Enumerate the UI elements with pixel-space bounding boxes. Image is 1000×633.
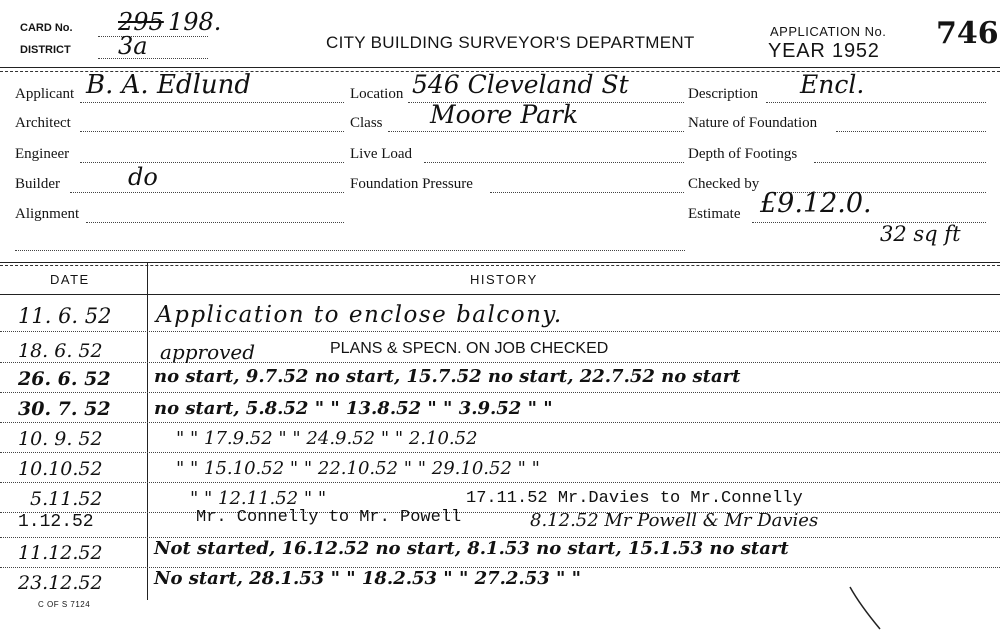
nature-of-foundation-label: Nature of Foundation <box>688 115 818 131</box>
row-date: 11.12.52 <box>18 542 103 564</box>
location-value: 546 Cleveland St <box>412 70 629 99</box>
applicant-value: B. A. Edlund <box>86 70 252 100</box>
row-divider <box>0 512 1000 513</box>
description-line <box>766 102 986 103</box>
engineer-line <box>80 162 344 163</box>
row-history: No start, 28.1.53 " " 18.2.53 " " 27.2.53 " " <box>154 568 582 589</box>
card-no-line <box>98 36 208 37</box>
row-divider <box>0 392 1000 393</box>
row-date: 26. 6. 52 <box>18 368 111 390</box>
live-load-label: Live Load <box>350 146 413 162</box>
header-divider-top <box>0 67 1000 68</box>
alignment-line <box>86 222 344 223</box>
architect-line <box>80 131 344 132</box>
description-label: Description <box>688 86 758 102</box>
row-date: 11. 6. 52 <box>18 304 112 328</box>
row-divider <box>0 422 1000 423</box>
card-no-label: CARD No. <box>20 22 73 34</box>
row-date: 23.12.52 <box>18 572 103 594</box>
engineer-label: Engineer <box>15 146 70 162</box>
builder-value: do <box>128 163 158 191</box>
depth-of-footings-label: Depth of Footings <box>688 146 798 162</box>
date-column-header: DATE <box>50 272 90 287</box>
area-note: 32 sq ft <box>880 222 961 246</box>
applicant-label: Applicant <box>15 86 75 102</box>
district-label: DISTRICT <box>20 44 71 56</box>
nature-of-foundation-line <box>836 131 986 132</box>
card-no-value: 198. <box>168 8 222 36</box>
pen-stroke-mark <box>840 585 900 633</box>
district-value: 3a <box>118 32 148 60</box>
architect-label: Architect <box>15 115 71 131</box>
estimate-value: £9.12.0. <box>760 188 872 219</box>
header-row-divider <box>0 294 1000 295</box>
row-history: no start, 9.7.52 no start, 15.7.52 no start, 22.7.52 no start <box>154 366 741 387</box>
class-line <box>388 131 684 132</box>
class-label: Class <box>350 115 383 131</box>
card-no-struck-value: 295 <box>118 8 164 36</box>
row-date: 10. 9. 52 <box>18 428 103 450</box>
foundation-pressure-label: Foundation Pressure <box>350 176 473 192</box>
row-stamp: 17.11.52 Mr.Davies to Mr.Connelly <box>466 489 803 508</box>
row-stamp: PLANS & SPECN. ON JOB CHECKED <box>330 340 609 357</box>
district-line <box>98 58 208 59</box>
row-history: " " 15.10.52 " " 22.10.52 " " 29.10.52 " " <box>176 458 540 479</box>
row-divider <box>0 331 1000 332</box>
location-label: Location <box>350 86 404 102</box>
year-label: YEAR 1952 <box>768 40 880 62</box>
date-column-divider <box>147 262 148 600</box>
row-date: 5.11.52 <box>30 488 103 510</box>
depth-of-footings-line <box>814 162 986 163</box>
table-top-border <box>0 262 1000 263</box>
application-no-value: 746 <box>936 16 999 51</box>
row-history: approved <box>160 340 256 364</box>
row-history: Mr. Connelly to Mr. Powell <box>196 508 462 527</box>
row-date: 10.10.52 <box>18 458 103 480</box>
form-code: C OF S 7124 <box>38 600 91 609</box>
alignment-label: Alignment <box>15 206 80 222</box>
application-no-label: APPLICATION No. <box>770 24 887 39</box>
checked-by-label: Checked by <box>688 176 760 192</box>
foundation-pressure-line <box>490 192 684 193</box>
row-divider <box>0 452 1000 453</box>
estimate-label: Estimate <box>688 206 741 222</box>
row-history: " " 17.9.52 " " 24.9.52 " " 2.10.52 <box>176 428 478 449</box>
row-history: Not started, 16.12.52 no start, 8.1.53 no start, 15.1.53 no start <box>154 538 789 559</box>
row-divider <box>0 482 1000 483</box>
row-date: 18. 6. 52 <box>18 340 103 362</box>
row-date: 1.12.52 <box>18 512 94 532</box>
row-extra-note: 8.12.52 Mr Powell & Mr Davies <box>530 510 819 531</box>
description-value: Encl. <box>800 70 865 99</box>
row-date: 30. 7. 52 <box>18 398 111 420</box>
class-value: Moore Park <box>430 100 579 129</box>
row-divider <box>0 362 1000 363</box>
history-column-header: HISTORY <box>470 272 538 287</box>
department-title: CITY BUILDING SURVEYOR'S DEPARTMENT <box>326 33 695 52</box>
applicant-line <box>80 102 344 103</box>
live-load-line <box>424 162 684 163</box>
builder-line <box>70 192 344 193</box>
row-history: no start, 5.8.52 " " 13.8.52 " " 3.9.52 " " <box>154 398 553 419</box>
extra-line <box>15 250 685 251</box>
row-history: Application to enclose balcony. <box>156 302 563 328</box>
table-top-border-dashed <box>0 265 1000 266</box>
builder-label: Builder <box>15 176 60 192</box>
row-history: " " 12.11.52 " " <box>190 488 327 509</box>
